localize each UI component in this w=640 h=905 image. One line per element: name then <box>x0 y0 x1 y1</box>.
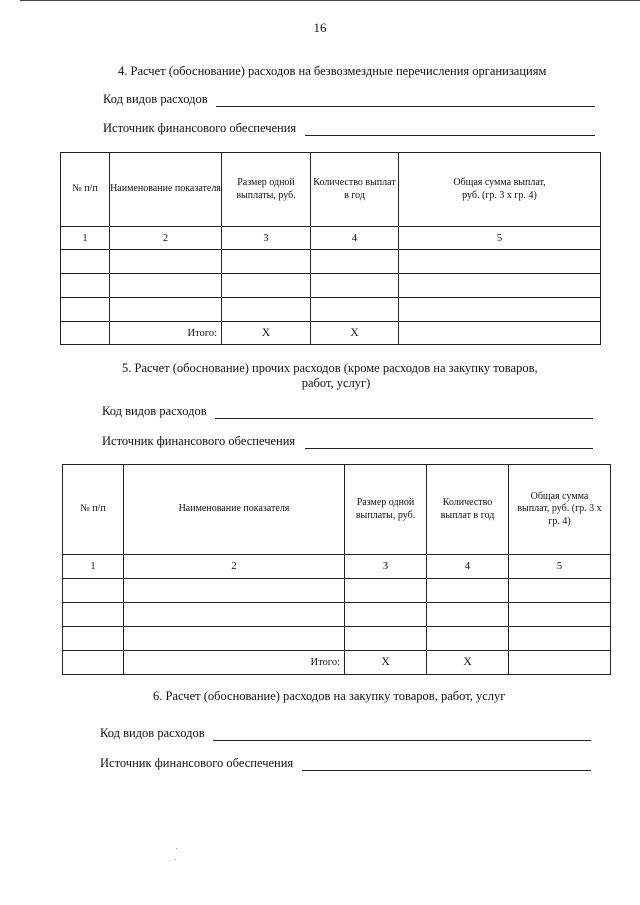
table-cell[interactable] <box>399 250 601 274</box>
section4-table <box>60 152 601 345</box>
section5-ist-label: Источник финансового обеспечения <box>102 434 296 448</box>
scan-speck <box>176 848 177 849</box>
section5-heading-line2: работ, услуг) <box>301 376 371 390</box>
table-cell[interactable] <box>110 274 222 298</box>
table-cell[interactable] <box>311 274 399 298</box>
x-mark: Х <box>222 322 311 345</box>
table-cell[interactable] <box>427 579 509 603</box>
table-row <box>61 250 601 274</box>
table-number-row <box>61 227 601 250</box>
table-cell[interactable] <box>509 579 611 603</box>
table-total-row <box>63 651 611 675</box>
total-value-cell[interactable] <box>399 322 601 345</box>
total-label: Итого: <box>124 651 345 675</box>
table-header-row <box>63 465 611 555</box>
table-cell[interactable] <box>63 603 124 627</box>
table-cell[interactable] <box>509 603 611 627</box>
table-row <box>61 274 601 298</box>
column-number: 4 <box>311 227 399 250</box>
table-cell[interactable] <box>509 627 611 651</box>
section6-heading: 6. Расчет (обоснование) расходов на закупку товаров, работ, услуг <box>153 689 506 703</box>
section6-kod-label: Код видов расходов <box>100 726 205 740</box>
table-cell[interactable] <box>61 250 110 274</box>
header-cell: Размер одной выплаты, руб. <box>222 153 311 227</box>
table-cell[interactable] <box>63 579 124 603</box>
table-cell[interactable] <box>222 274 311 298</box>
total-value-cell[interactable] <box>509 651 611 675</box>
table-cell[interactable] <box>399 274 601 298</box>
section5-ist-input[interactable] <box>305 448 593 449</box>
table-cell[interactable] <box>61 274 110 298</box>
column-number: 3 <box>345 555 427 579</box>
header-cell: Наименование показателя <box>110 153 222 227</box>
table-cell[interactable] <box>427 627 509 651</box>
x-mark: Х <box>427 651 509 675</box>
header-cell: Количество выплат в год <box>427 465 509 555</box>
table-row <box>61 298 601 322</box>
x-mark: Х <box>311 322 399 345</box>
column-number: 2 <box>124 555 345 579</box>
table-cell[interactable] <box>399 298 601 322</box>
page-number: 16 <box>313 20 327 35</box>
table-row <box>63 579 611 603</box>
table-number-row <box>63 555 611 579</box>
section5-kod-label: Код видов расходов <box>102 404 207 418</box>
scan-speck <box>175 859 176 860</box>
column-number: 1 <box>63 555 124 579</box>
section6-ist-label: Источник финансового обеспечения <box>100 756 294 770</box>
header-cell: Общая сумма выплат, руб. (гр. 3 х гр. 4) <box>509 465 611 555</box>
section4-kod-label: Код видов расходов <box>103 92 208 106</box>
table-row <box>63 603 611 627</box>
total-label: Итого: <box>110 322 222 345</box>
table-cell[interactable] <box>63 627 124 651</box>
section5-heading-line1: 5. Расчет (обоснование) прочих расходов (кроме расходов на закупку товаров, <box>122 361 538 375</box>
section4-ist-input[interactable] <box>305 135 595 136</box>
table-cell[interactable] <box>110 298 222 322</box>
header-cell: № п/п <box>61 153 110 227</box>
header-cell: Наименование показателя <box>124 465 345 555</box>
table-total-row <box>61 322 601 345</box>
x-mark: Х <box>345 651 427 675</box>
table-cell[interactable] <box>345 603 427 627</box>
section5-table <box>62 464 611 675</box>
table-header-row <box>61 153 601 227</box>
section5-kod-input[interactable] <box>215 418 593 419</box>
scan-top-edge <box>20 0 640 1</box>
column-number: 5 <box>509 555 611 579</box>
table-cell[interactable] <box>222 298 311 322</box>
table-cell[interactable] <box>311 298 399 322</box>
column-number: 3 <box>222 227 311 250</box>
section4-ist-label: Источник финансового обеспечения <box>103 121 297 135</box>
table-cell <box>63 651 124 675</box>
section6-kod-input[interactable] <box>213 740 591 741</box>
column-number: 2 <box>110 227 222 250</box>
header-cell: Количество выплат в год <box>311 153 399 227</box>
header-cell: Размер одной выплаты, руб. <box>345 465 427 555</box>
table-row <box>63 627 611 651</box>
table-cell[interactable] <box>311 250 399 274</box>
section4-kod-input[interactable] <box>216 106 595 107</box>
table-cell[interactable] <box>110 250 222 274</box>
table-cell[interactable] <box>222 250 311 274</box>
column-number: 1 <box>61 227 110 250</box>
section4-heading: 4. Расчет (обоснование) расходов на безвозмездные перечисления организациям <box>118 64 547 78</box>
table-cell[interactable] <box>345 579 427 603</box>
column-number: 4 <box>427 555 509 579</box>
header-cell: № п/п <box>63 465 124 555</box>
table-cell[interactable] <box>124 627 345 651</box>
table-cell <box>61 322 110 345</box>
table-cell[interactable] <box>345 627 427 651</box>
table-cell[interactable] <box>61 298 110 322</box>
table-cell[interactable] <box>124 579 345 603</box>
column-number: 5 <box>399 227 601 250</box>
section6-ist-input[interactable] <box>302 770 591 771</box>
table-cell[interactable] <box>124 603 345 627</box>
header-cell: Общая сумма выплат, руб. (гр. 3 х гр. 4) <box>399 153 601 227</box>
table-cell[interactable] <box>427 603 509 627</box>
